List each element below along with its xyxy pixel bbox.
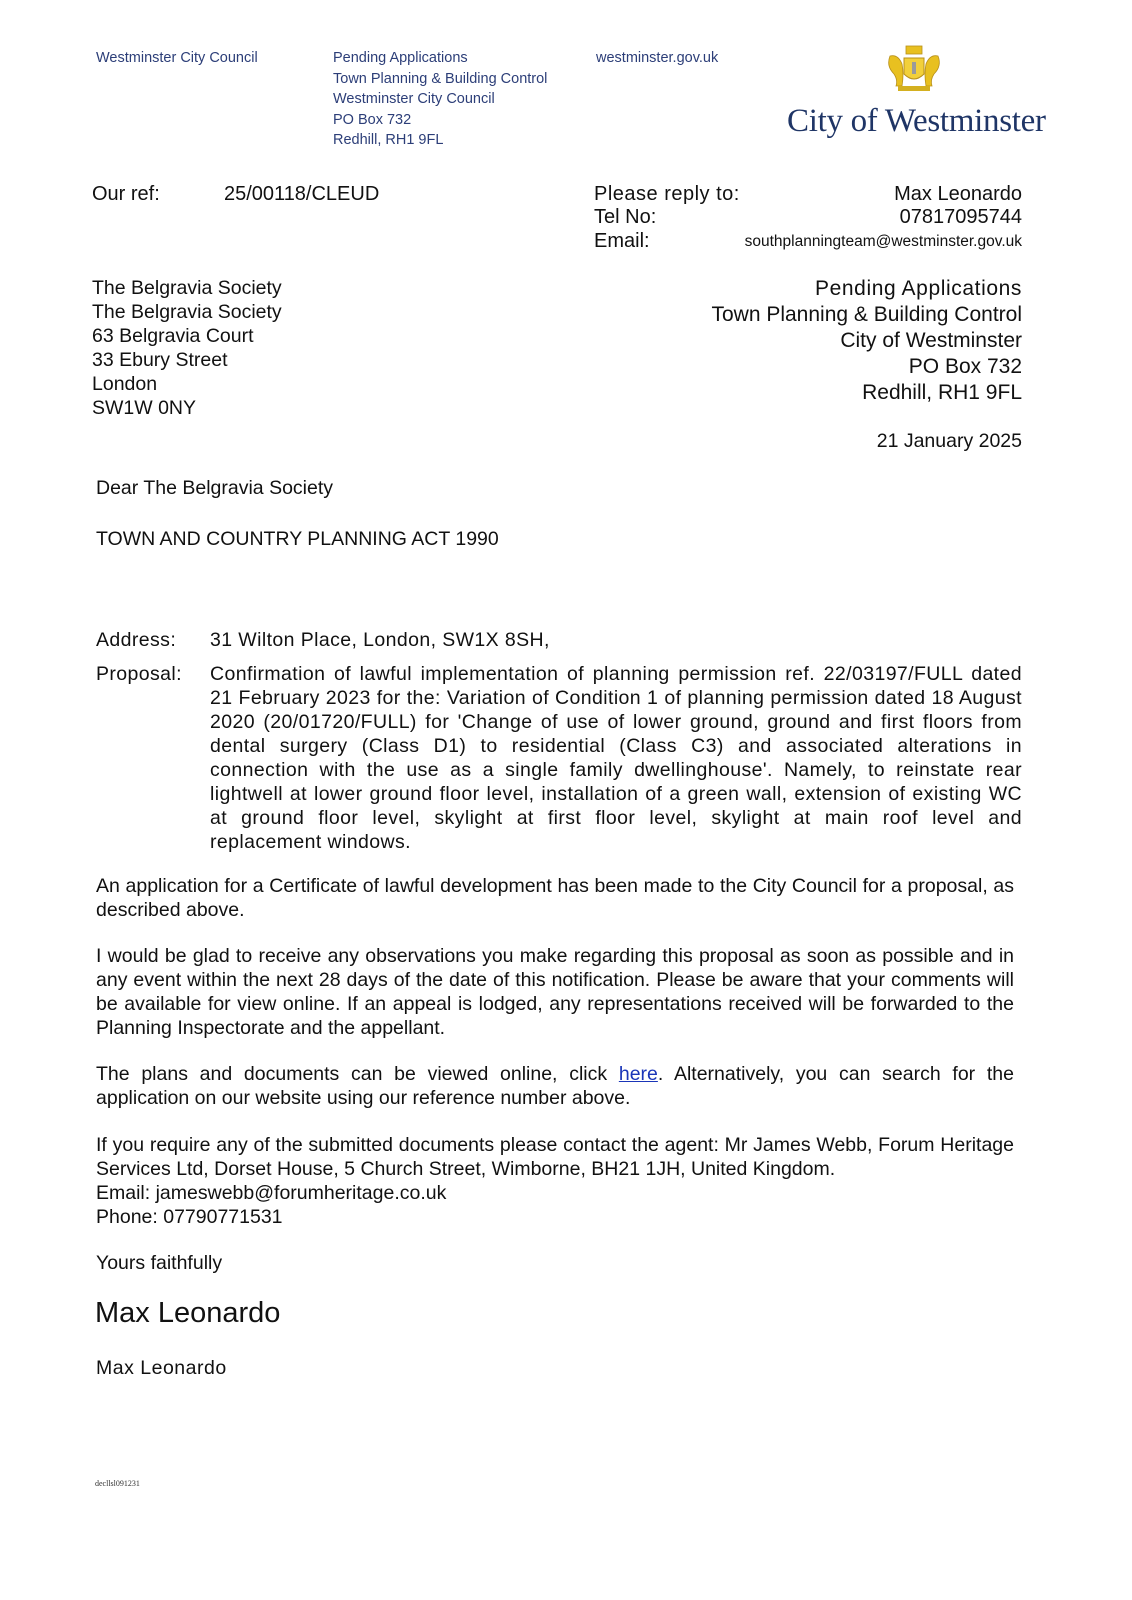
recipient-line: SW1W 0NY [92, 397, 197, 419]
sender-line: Redhill, RH1 9FL [862, 381, 1022, 404]
tel-label: Tel No: [594, 206, 657, 228]
plans-text-after: . Alternatively, you can search for the application on our website using our reference number above. [96, 1063, 1014, 1109]
letter-date: 21 January 2025 [876, 430, 1022, 452]
paragraph-application: An application for a Certificate of lawful development has been made to the City Council for a proposal, as described above. [96, 875, 1014, 921]
ref-label: Our ref: [92, 183, 160, 205]
sender-line: PO Box 732 [908, 355, 1022, 378]
closing: Yours faithfully [96, 1252, 223, 1274]
header-dept-line: PO Box 732 [333, 111, 412, 128]
paragraph-agent: If you require any of the submitted documents please contact the agent: Mr James Webb, Forum Heritage Services Ltd, Dorset House, 5 Church Street, Wimborne, BH21 1JH, United Kingdom. [96, 1134, 1014, 1180]
sender-line: Pending Applications [815, 277, 1022, 300]
proposal-value: Confirmation of lawful implementation of planning permission ref. 22/03197/FULL dated 21 February 2023 for the: Variation of Condition 1 of planning permission dated 18 August 2020 (20/01720/FULL) for 'Change of use of lower ground, ground and first floors from dental surgery (Class D1) to residential (Class C3) and associated alterations in connection with the use as a single family dwellinghouse'. Namely, to reinstate rear lightwell at lower ground floor level, installation of a green wall, extension of existing WC at ground floor level, skylight at first floor level, skylight at main roof level and replacement windows. [210, 663, 1022, 853]
tel-value: 07817095744 [899, 206, 1022, 228]
reply-label: Please reply to: [594, 183, 740, 205]
header-dept-line: Westminster City Council [333, 91, 495, 107]
recipient-address [92, 276, 282, 420]
header-website: westminster.gov.uk [596, 50, 719, 66]
header-org: Westminster City Council [96, 50, 258, 66]
recipient-line: The Belgravia Society [92, 277, 282, 299]
agent-phone: Phone: 07790771531 [96, 1206, 283, 1228]
recipient-line: London [92, 373, 158, 395]
header-dept-line: Pending Applications [333, 50, 468, 66]
reply-name: Max Leonardo [894, 183, 1022, 205]
here-link[interactable]: here [618, 1063, 658, 1085]
sender-line: City of Westminster [840, 329, 1022, 352]
recipient-line: 33 Ebury Street [92, 349, 228, 371]
proposal-label: Proposal: [96, 663, 182, 685]
coat-of-arms-icon [884, 44, 944, 94]
address-value: 31 Wilton Place, London, SW1X 8SH, [210, 629, 550, 651]
address-label: Address: [96, 629, 177, 651]
paragraph-observations: I would be glad to receive any observations you make regarding this proposal as soon as possible and in any event within the next 28 days of the date of this notification. Please be aware that your comments will be available for view online. If an appeal is lodged, any representations received will be forwarded to the Planning Inspectorate and the appellant. [96, 945, 1014, 1039]
sender-line: Town Planning & Building Control [711, 303, 1022, 326]
recipient-line: 63 Belgravia Court [92, 325, 254, 347]
signature: Max Leonardo [95, 1297, 281, 1329]
footer-code: decllsl091231 [95, 1479, 140, 1488]
header-dept-line: Town Planning & Building Control [333, 70, 548, 87]
recipient-line: The Belgravia Society [92, 301, 282, 323]
sender-address [711, 276, 1022, 406]
signatory-name: Max Leonardo [96, 1357, 227, 1379]
ref-value: 25/00118/CLEUD [224, 183, 380, 205]
plans-text-before: The plans and documents can be viewed online, click [96, 1063, 619, 1085]
header-dept-address [333, 48, 547, 151]
agent-email: Email: jameswebb@forumheritage.co.uk [96, 1182, 447, 1204]
paragraph-plans [96, 1062, 1014, 1110]
salutation: Dear The Belgravia Society [96, 477, 334, 499]
header-dept-line: Redhill, RH1 9FL [333, 132, 444, 148]
email-value[interactable]: southplanningteam@westminster.gov.uk [744, 233, 1022, 250]
logo-text: City of Westminster [787, 103, 1046, 139]
email-label: Email: [594, 230, 650, 252]
act-heading: TOWN AND COUNTRY PLANNING ACT 1990 [96, 528, 499, 550]
